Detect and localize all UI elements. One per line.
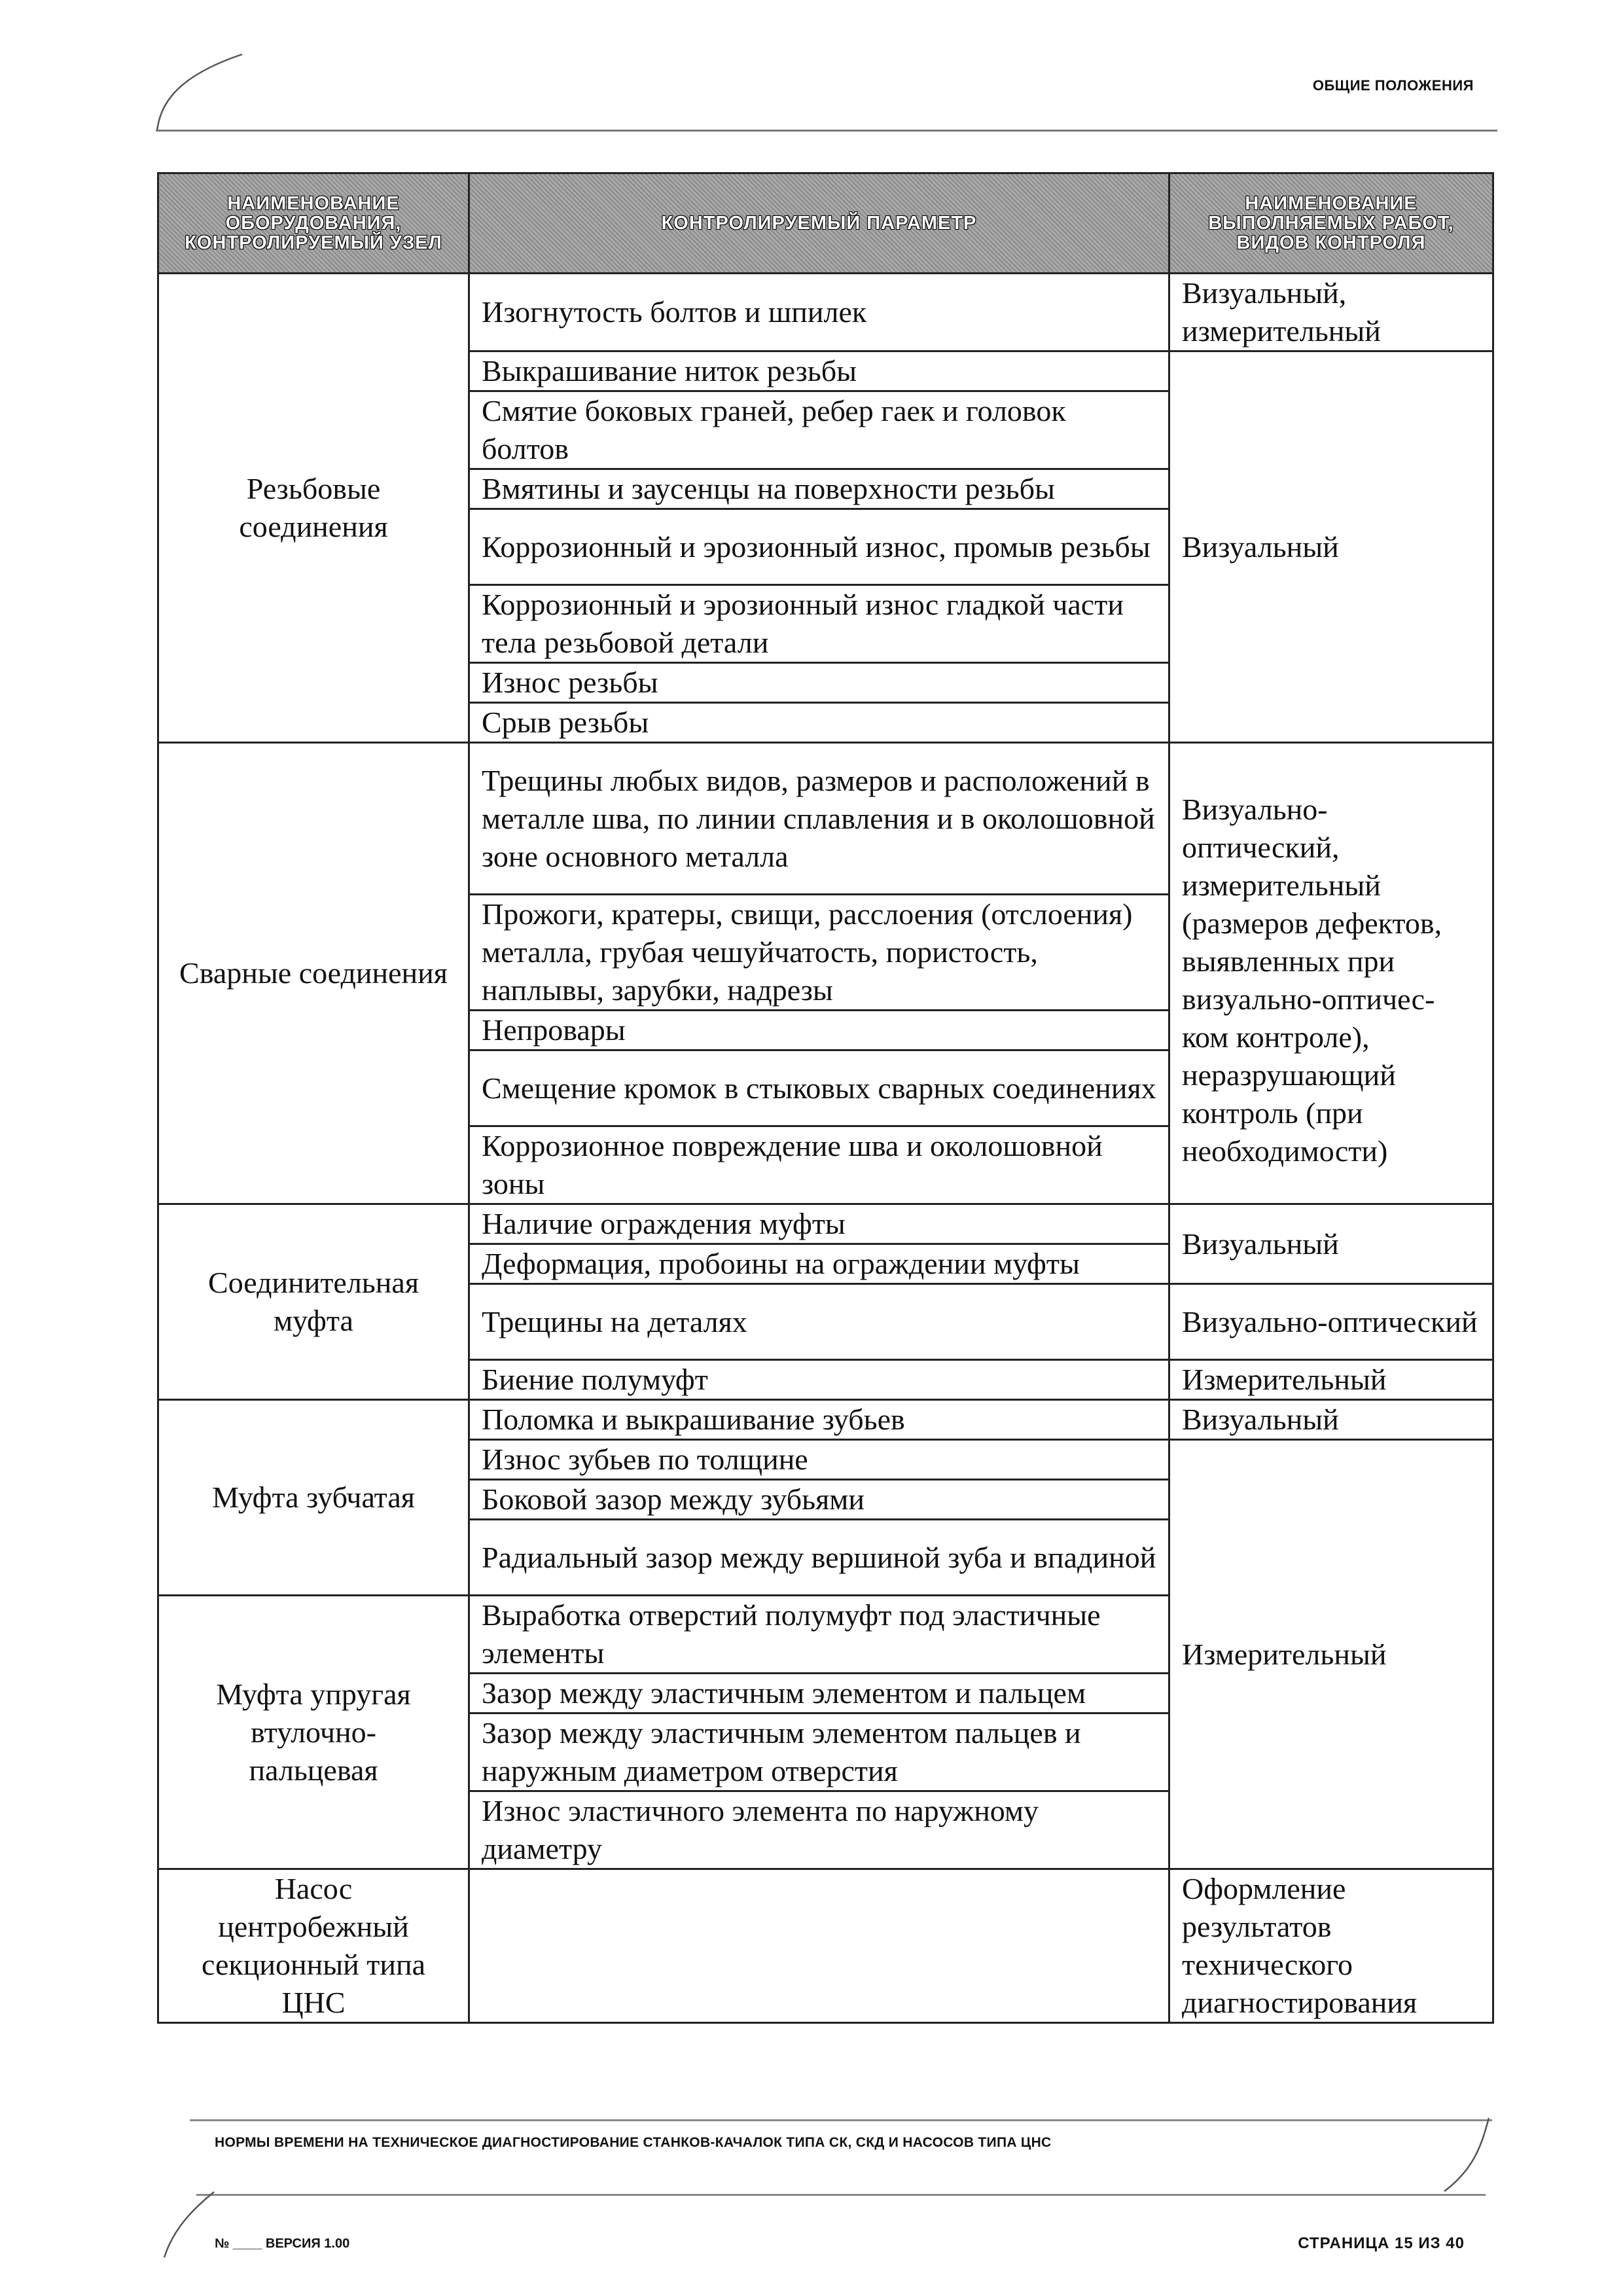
- control-cell: Визуальный: [1169, 1204, 1493, 1284]
- param-cell: Износ эластичного элемента по наружному диаметру: [469, 1791, 1169, 1869]
- control-cell: Визуальный, измерительный: [1169, 274, 1493, 351]
- param-cell: Выработка отверстий полумуфт под эластичные элементы: [469, 1596, 1169, 1674]
- param-cell: Наличие ограждения муфты: [469, 1204, 1169, 1244]
- param-cell: Выкрашивание ниток резьбы: [469, 351, 1169, 391]
- section-title: ОБЩИЕ ПОЛОЖЕНИЯ: [1312, 77, 1474, 94]
- param-cell: Зазор между эластичным элементом и пальцем: [469, 1674, 1169, 1713]
- control-cell: Визуально-оптический: [1169, 1284, 1493, 1360]
- control-cell: Оформление результатов технического диагностирования: [1169, 1869, 1493, 2023]
- param-cell: Биение полумуфт: [469, 1360, 1169, 1400]
- control-cell: Измерительный: [1169, 1360, 1493, 1400]
- footer-page-number: СТРАНИЦА 15 ИЗ 40: [1298, 2234, 1465, 2252]
- footer-divider-top: [190, 2119, 1492, 2121]
- footer-version: № ____ ВЕРСИЯ 1.00: [215, 2236, 350, 2251]
- corner-stroke-top: [154, 49, 245, 134]
- param-cell: Срыв резьбы: [469, 703, 1169, 743]
- footer-divider-bottom: [196, 2194, 1486, 2196]
- footer-document-title: НОРМЫ ВРЕМЕНИ НА ТЕХНИЧЕСКОЕ ДИАГНОСТИРОВАНИЕ СТАНКОВ-КАЧАЛОК ТИПА СК, СКД И НАСОСОВ ТИПА ЦНС: [215, 2135, 1052, 2150]
- param-cell: Трещины любых видов, размеров и расположений в металле шва, по линии сплавления и в околошовной зоне основного металла: [469, 743, 1169, 895]
- group-threaded: Резьбовые соединения: [158, 274, 469, 743]
- table-row: [158, 274, 1493, 351]
- corner-stroke-bottom-right: [1436, 2115, 1495, 2194]
- param-cell: Коррозионный и эрозионный износ гладкой части тела резьбовой детали: [469, 585, 1169, 663]
- param-cell: Изогнутость болтов и шпилек: [469, 274, 1169, 351]
- param-cell: Вмятины и заусенцы на поверхности резьбы: [469, 469, 1169, 509]
- param-cell: Непровары: [469, 1011, 1169, 1050]
- param-cell: Коррозионное повреждение шва и околошовной зоны: [469, 1126, 1169, 1204]
- param-cell: Прожоги, кратеры, свищи, расслоения (отслоения) металла, грубая чешуйчатость, пористость, наплывы, зарубки, надрезы: [469, 895, 1169, 1011]
- group-coupling: Соединительная муфта: [158, 1204, 469, 1400]
- param-cell: Смятие боковых граней, ребер гаек и головок болтов: [469, 391, 1169, 469]
- control-cell: Визуальный: [1169, 1400, 1493, 1440]
- corner-stroke-bottom-left: [160, 2189, 219, 2261]
- control-cell: Измерительный: [1169, 1440, 1493, 1869]
- table-row: [158, 1204, 1493, 1244]
- table-row: [158, 1400, 1493, 1440]
- inspection-table: [157, 172, 1494, 2024]
- param-cell: Деформация, пробоины на ограждении муфты: [469, 1244, 1169, 1284]
- param-cell: Поломка и выкрашивание зубьев: [469, 1400, 1169, 1440]
- table-row: [158, 1869, 1493, 2023]
- group-welded: Сварные соединения: [158, 743, 469, 1204]
- param-cell: Коррозионный и эрозионный износ, промыв резьбы: [469, 509, 1169, 585]
- header-control-type: НАИМЕНОВАНИЕ ВЫПОЛНЯЕМЫХ РАБОТ, ВИДОВ КОНТРОЛЯ: [1169, 173, 1493, 274]
- header-parameter: КОНТРОЛИРУЕМЫЙ ПАРАМЕТР: [469, 173, 1169, 274]
- group-elastic-coupling: Муфта упругая втулочно-пальцевая: [158, 1596, 469, 1869]
- param-cell: Износ резьбы: [469, 663, 1169, 703]
- control-cell: Визуальный: [1169, 351, 1493, 743]
- param-cell: Радиальный зазор между вершиной зуба и впадиной: [469, 1520, 1169, 1596]
- param-cell: Боковой зазор между зубьями: [469, 1480, 1169, 1520]
- param-cell: Износ зубьев по толщине: [469, 1440, 1169, 1480]
- param-cell: Смещение кромок в стыковых сварных соединениях: [469, 1050, 1169, 1126]
- table-header-row: [158, 173, 1493, 274]
- group-gear-coupling: Муфта зубчатая: [158, 1400, 469, 1596]
- param-cell: Трещины на деталях: [469, 1284, 1169, 1360]
- control-cell: Визуально-оптический, измерительный (размеров дефектов, выявленных при визуально-оптичес-ком контроле), неразрушающий контроль (при необходимости): [1169, 743, 1493, 1204]
- table-row: [158, 743, 1493, 895]
- group-pump: Насос центробежный секционный типа ЦНС: [158, 1869, 469, 2023]
- param-cell: Зазор между эластичным элементом пальцев и наружным диаметром отверстия: [469, 1713, 1169, 1791]
- header-equipment: НАИМЕНОВАНИЕ ОБОРУДОВАНИЯ, КОНТРОЛИРУЕМЫЙ УЗЕЛ: [158, 173, 469, 274]
- header-divider: [156, 130, 1497, 132]
- param-cell-empty: [469, 1869, 1169, 2023]
